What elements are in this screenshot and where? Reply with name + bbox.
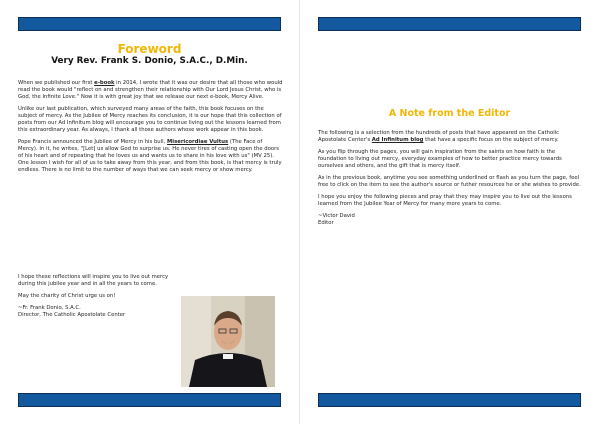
paragraph — [18, 139, 283, 174]
bottom-banner — [18, 393, 281, 407]
foreword-closing — [18, 274, 178, 319]
text: The following is a selection from the hundreds of posts that have appeared on the Catholic Apostolate Center's — [318, 130, 560, 143]
paragraph: As in the previous book, anytime you see something underlined or flash as you turn the page, feel free to click on the item to see the author's source or futher resources he or she wishes to provide. — [318, 175, 581, 188]
editor-note-title: A Note from the Editor — [388, 108, 511, 119]
misericordiae-vultus-link[interactable]: Misericordiae Vultus — [166, 139, 229, 145]
right-page — [300, 0, 600, 424]
paragraph: I hope you enjoy the following pieces and pray that they may inspire you to live out the lessons learned from the Jubilee Year of Mercy for many more years to come. — [318, 194, 572, 207]
signature-title: Editor — [318, 220, 334, 226]
text: in 2014, I wrote that it was our desire that all those who would read the book would "reflect on and strengthen their relationship with Our Lord Jesus Christ, who is God, the Infinite Love." Now it is with great joy that we release our next e-book, Mercy Alive. — [18, 80, 283, 100]
ebook-link[interactable]: e-book — [94, 80, 115, 86]
paragraph: I hope these reflections will inspire you to live out mercy during this jubilee year and in all the years to come. — [18, 274, 169, 287]
signature-name: ~Victor David — [318, 213, 355, 219]
top-banner — [18, 17, 281, 31]
bottom-banner — [318, 393, 581, 407]
foreword-title: Foreword — [117, 42, 182, 56]
paragraph: Unlike our last publication, which surveyed many areas of the faith, this book focuses on the subject of mercy. As the Jubilee of Mercy reaches its conclusion, it is our hope that this collection of posts from our Ad Infinitum blog will encourage you to continue living out the lessons learned from this extraordinary year. As always, I thank all those authors whose work appear in this book. — [18, 106, 282, 133]
portrait-image — [181, 296, 275, 387]
author-subtitle: Very Rev. Frank S. Donio, S.A.C., D.Min. — [51, 56, 248, 66]
ad-infinitum-blog-link[interactable]: Ad Infinitum blog — [371, 137, 424, 143]
foreword-body — [18, 80, 283, 179]
paragraph — [318, 130, 583, 144]
text: (The Face of Mercy). In it, he writes, "[Let] us allow God to surprise us. He never tires of casting open the doors of his heart and of repeating that he loves us and wants us to share in his love with us" (MV 25). One lesson I wish for all of us to take away from this year, and from this book, is that mercy is truly endless. There is no limit to the number of ways that we can seek mercy or show mercy. — [18, 139, 282, 173]
author-photo — [181, 296, 275, 387]
paragraph — [18, 80, 283, 101]
paragraph: As you flip through the pages, you will gain inspiration from the saints on how faith is the foundation to living out mercy, everyday examples of how to better practice mercy towards ourselves and others, and the gift that is mercy itself. — [318, 149, 562, 169]
paragraph: May the charity of Christ urge us on! — [18, 293, 116, 299]
text: that have a specific focus on the subject of mercy. — [423, 137, 559, 143]
signature-title: Director, The Catholic Apostolate Center — [18, 312, 126, 318]
text: When we published our first — [18, 80, 95, 86]
signature-name: ~Fr. Frank Donio, S.A.C. — [18, 305, 81, 311]
text: Pope Francis announced the Jubilee of Mercy in his bull, — [18, 139, 167, 145]
editor-note-body — [318, 130, 583, 227]
top-banner — [318, 17, 581, 31]
